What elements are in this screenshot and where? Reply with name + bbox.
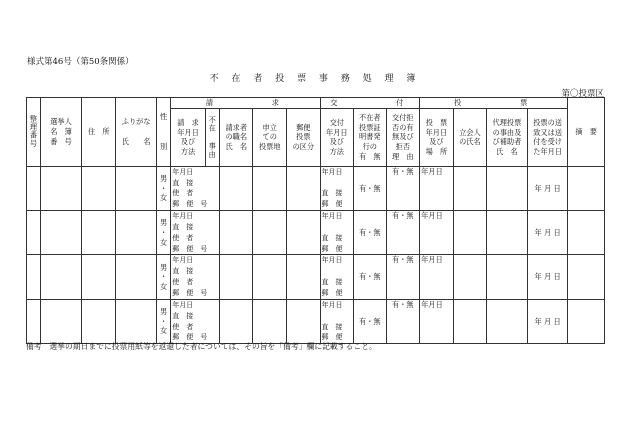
vote-date-cell: 年月日 — [420, 255, 454, 299]
soufu-date-cell: 年 月 日 — [527, 299, 568, 343]
absentee-voting-ledger-table — [26, 97, 605, 344]
certificate-yes-no: 有・無 — [354, 211, 387, 255]
document-title: 不 在 者 投 票 事 務 処 理 簿 — [209, 74, 421, 84]
header-fuzai-jiyu: 不在 事由 — [205, 108, 219, 166]
header-shinritsu-touhyochi: 申立 ての 投票地 — [253, 108, 287, 166]
form-number-label: 様式第46号（第50条関係） — [27, 57, 134, 67]
refusal-yes-no: 有・無 — [386, 166, 420, 210]
seikyu-method-cell: 年月日 直 接 使 者 郵 便 号 — [171, 255, 220, 299]
certificate-yes-no: 有・無 — [354, 255, 387, 299]
vote-date-cell: 年月日 — [420, 166, 454, 210]
header-group-seikyu: 請 求 — [171, 98, 320, 109]
polling-district-label: 第〇投票区 — [561, 89, 604, 99]
seikyu-method-cell: 年月日 直 接 使 者 郵 便 号 — [171, 299, 220, 343]
refusal-yes-no: 有・無 — [386, 211, 420, 255]
sex-cell: 男 ・ 女 — [157, 211, 171, 255]
sex-cell: 男 ・ 女 — [157, 255, 171, 299]
header-seiri-bango: 整理番号 — [27, 98, 41, 167]
koufu-method-cell: 年月日 直 接 郵 便 — [320, 299, 354, 343]
header-tekiyo: 摘 要 — [568, 98, 605, 167]
header-seikyusha: 請求者 の職名 氏 名 — [219, 108, 253, 166]
sex-cell: 男 ・ 女 — [157, 299, 171, 343]
header-seibetsu: 性 別 — [157, 98, 171, 167]
soufu-date-cell: 年 月 日 — [527, 166, 568, 210]
header-jusho: 住 所 — [81, 98, 116, 167]
koufu-method-cell: 年月日 直 接 郵 便 — [320, 211, 354, 255]
header-seikyu-hoho: 請 求 年月日 及び 方法 — [171, 108, 206, 166]
header-tachiainin: 立会人 の氏名 — [453, 108, 487, 166]
seikyu-method-cell: 年月日 直 接 使 者 郵 便 号 — [171, 211, 220, 255]
certificate-yes-no: 有・無 — [354, 166, 387, 210]
soufu-date-cell: 年 月 日 — [527, 211, 568, 255]
header-furigana-shimei: ふりがな 氏 名 — [116, 98, 157, 167]
certificate-yes-no: 有・無 — [354, 299, 387, 343]
header-senkyonin-bango: 選挙人 名 簿 番 号 — [41, 98, 82, 167]
table-row — [27, 255, 605, 299]
table-row — [27, 211, 605, 255]
header-touhyo-basho: 投 票 年月日 及び 場 所 — [420, 108, 454, 166]
refusal-yes-no: 有・無 — [386, 255, 420, 299]
koufu-method-cell: 年月日 直 接 郵 便 — [320, 166, 354, 210]
sex-cell: 男 ・ 女 — [157, 166, 171, 210]
table-row — [27, 166, 605, 210]
table-row — [27, 299, 605, 343]
header-koufu-hoho: 交付 年月日 及び 方法 — [320, 108, 354, 166]
seikyu-method-cell: 年月日 直 接 使 者 郵 便 号 — [171, 166, 220, 210]
vote-date-cell: 年月日 — [420, 299, 454, 343]
soufu-date-cell: 年 月 日 — [527, 255, 568, 299]
header-soufu-date: 投票の送 致又は送 付を受け た年月日 — [527, 108, 568, 166]
header-yubin-kubun: 郵便 投票 の区分 — [287, 108, 321, 166]
header-koufu-kyohi: 交付拒 否の有 無及び 拒否 理 由 — [386, 108, 420, 166]
refusal-yes-no: 有・無 — [386, 299, 420, 343]
header-group-koufu: 交 付 — [320, 98, 420, 109]
header-group-touhyo: 投 票 — [420, 98, 568, 109]
vote-date-cell: 年月日 — [420, 211, 454, 255]
header-dairi-touhyo: 代理投票 の事由及 び補助者 氏 名 — [487, 108, 528, 166]
footnote-remarks: 備考 選挙の期日までに投票用紙等を返還した者については、その旨を「備考」欄に記載すること。 — [26, 342, 377, 351]
koufu-method-cell: 年月日 直 接 郵 便 — [320, 255, 354, 299]
header-fuzai-shomeisho: 不在者 投票証 明書発 行の 有 無 — [354, 108, 387, 166]
